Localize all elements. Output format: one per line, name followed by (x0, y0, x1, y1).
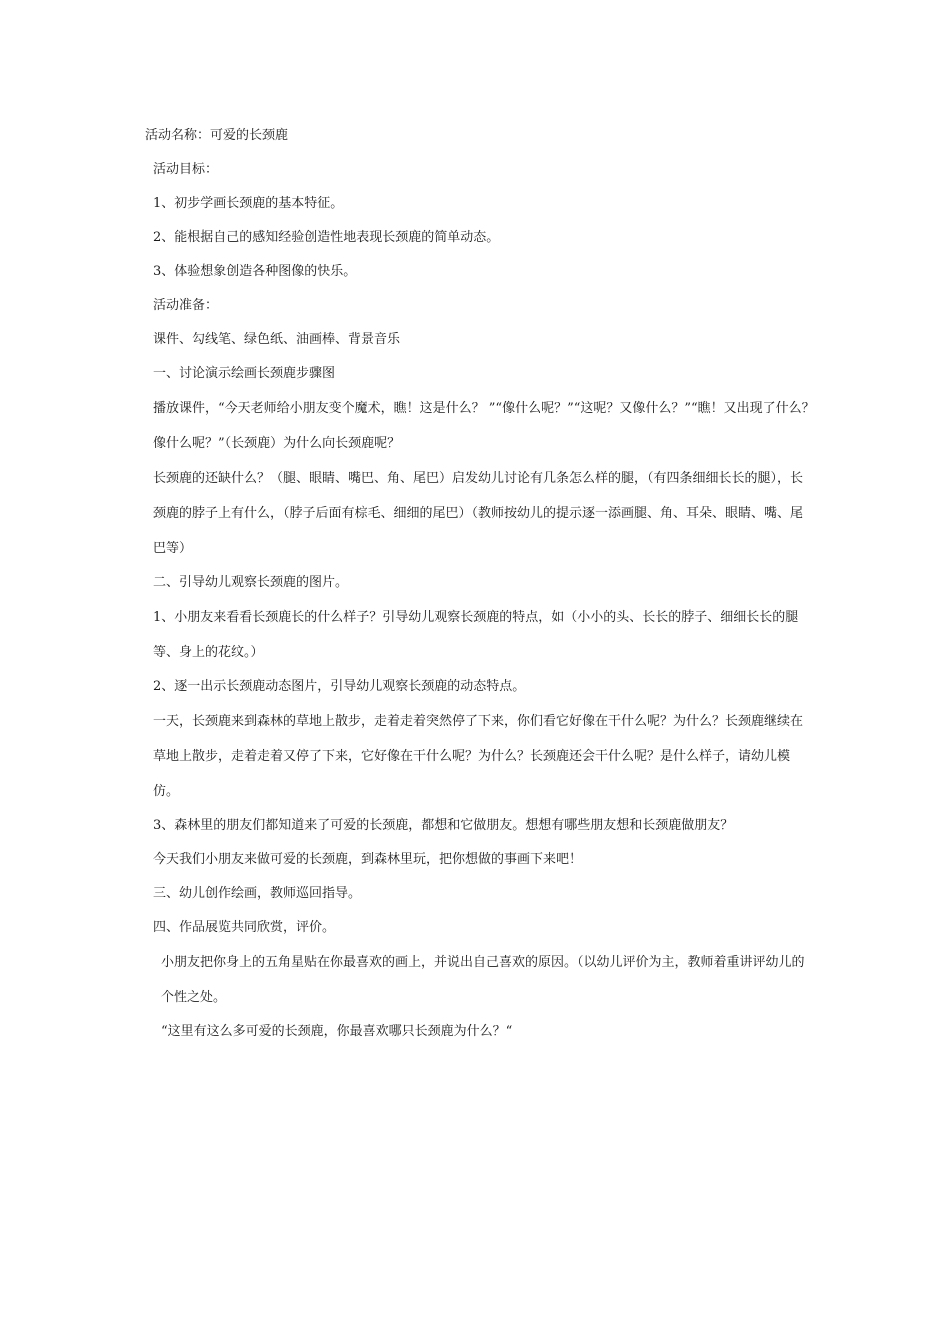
paragraph-section-3: 三、幼儿创作绘画，教师巡回指导。 (153, 886, 362, 901)
paragraph-goal-1: 1、初步学画长颈鹿的基本特征。 (153, 196, 344, 211)
document-body (145, 125, 815, 1055)
paragraph-play-courseware: 播放课件，“今天老师给小朋友变个魔术，瞧！这是什么？ ”“像什么呢？”“这呢？又像什么？”“瞧！又出现了什么？像什么呢？”（长颈鹿）为什么向长颈鹿呢？ (153, 401, 815, 451)
paragraph-closing-question: “这里有这么多可爱的长颈鹿，你最喜欢哪只长颈鹿为什么？“ (161, 1024, 513, 1039)
paragraph-goals-heading: 活动目标： (153, 162, 219, 177)
paragraph-goal-2: 2、能根据自己的感知经验创造性地表现长颈鹿的简单动态。 (153, 230, 500, 245)
paragraph-prep-heading: 活动准备： (153, 298, 219, 313)
activity-title: 活动名称：可爱的长颈鹿 (145, 128, 289, 143)
paragraph-today: 今天我们小朋友来做可爱的长颈鹿，到森林里玩，把你想做的事画下来吧！ (153, 852, 583, 867)
paragraph-story: 一天，长颈鹿来到森林的草地上散步，走着走着突然停了下来，你们看它好像在干什么呢？为什么？长颈鹿继续在草地上散步，走着走着又停了下来，它好像在干什么呢？为什么？长颈鹿还会干什么呢？是什么样子，请幼儿模仿。 (153, 714, 804, 799)
paragraph-section-4: 四、作品展览共同欣赏，评价。 (153, 920, 336, 935)
paragraph-missing-parts: 长颈鹿的还缺什么？（腿、眼睛、嘴巴、角、尾巴）启发幼儿讨论有几条怎么样的腿，（有四条细细长长的腿），长颈鹿的脖子上有什么，（脖子后面有棕毛、细细的尾巴）（教师按幼儿的提示逐一添画腿、角、耳朵、眼睛、嘴、尾巴等） (153, 471, 804, 556)
paragraph-observe-2: 2、逐一出示长颈鹿动态图片，引导幼儿观察长颈鹿的动态特点。 (153, 679, 526, 694)
paragraph-observe-1: 1、小朋友来看看长颈鹿长的什么样子？引导幼儿观察长颈鹿的特点，如（小小的头、长长的脖子、细细长长的腿等、身上的花纹。） (153, 610, 799, 660)
paragraph-section-2: 二、引导幼儿观察长颈鹿的图片。 (153, 575, 349, 590)
paragraph-goal-3: 3、体验想象创造各种图像的快乐。 (153, 264, 357, 279)
paragraph-section-1: 一、讨论演示绘画长颈鹿步骤图 (153, 366, 336, 381)
paragraph-observe-3: 3、森林里的朋友们都知道来了可爱的长颈鹿，都想和它做朋友。想想有哪些朋友想和长颈鹿做朋友？ (153, 818, 734, 833)
paragraph-star-evaluation: 小朋友把你身上的五角星贴在你最喜欢的画上，并说出自己喜欢的原因。（以幼儿评价为主，教师着重讲评幼儿的个性之处。 (161, 955, 805, 1005)
paragraph-prep-items: 课件、勾线笔、绿色纸、油画棒、背景音乐 (153, 332, 401, 347)
